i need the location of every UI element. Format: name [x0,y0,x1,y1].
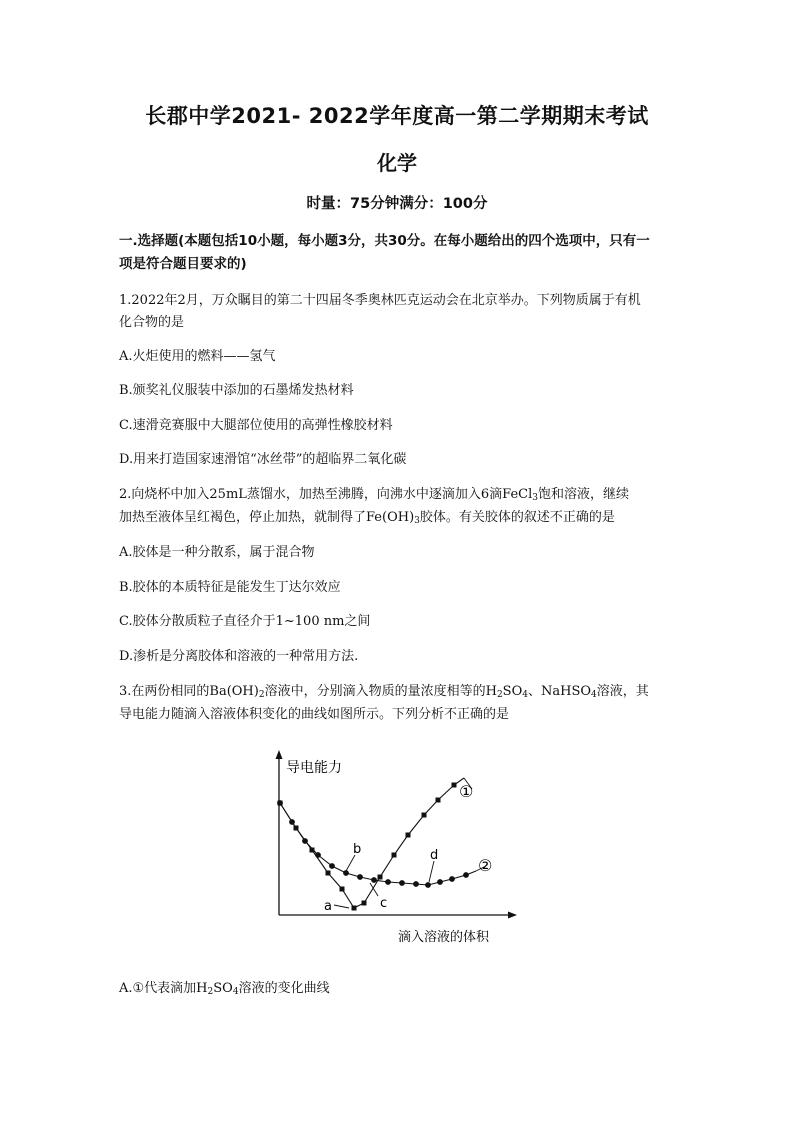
y-axis-arrow [276,750,283,759]
point-a-label: a [324,899,332,914]
section-heading-line2: 项是符合题目要求的) [119,256,247,272]
curve-1-label: ① [459,782,474,801]
curve-2-line [280,803,476,885]
point-d-label: d [430,848,439,863]
point-c-label: c [380,896,388,911]
curve-2-markers [277,800,469,888]
curve-1-markers [278,783,457,911]
curve-2-label: ② [478,856,493,875]
point-a-leader [334,905,349,908]
q1-option-c: C.速滑竞赛服中大腿部位使用的高弹性橡胶材料 [119,418,393,433]
exam-meta: 时量：75分钟满分：100分 [306,196,488,212]
question-1-line2: 化合物的是 [119,315,185,330]
conductivity-graph [262,745,522,945]
q1-option-b: B.颁奖礼仪服装中添加的石墨烯发热材料 [119,383,354,398]
q1-option-d: D.用来打造国家速滑馆“冰丝带”的超临界二氧化碳 [119,452,407,467]
exam-title: 长郡中学2021- 2022学年度高一第二学期期末考试 [145,104,649,128]
question-3-line2: 导电能力随滴入溶液体积变化的曲线如图所示。下列分析不正确的是 [119,707,510,722]
point-c-leader [370,883,378,896]
q2-option-d: D.渗析是分离胶体和溶液的一种常用方法. [119,649,359,664]
q2-option-c: C.胶体分散质粒子直径介于1~100 nm之间 [119,614,371,629]
q2-option-b: B.胶体的本质特征是能发生丁达尔效应 [119,580,341,595]
section-heading-line1: 一.选择题(本题包括10小题，每小题3分，共30分。在每小题给出的四个选项中，只有一 [119,233,650,249]
question-2-line1: 2.向烧杯中加入25mL蒸馏水，加热至沸腾，向沸水中逐滴加入6滴FeCl$_3$饱和溶液，继续 [119,487,630,503]
q2-option-a: A.胶体是一种分散系，属于混合物 [119,545,315,560]
point-b-label: b [353,842,362,857]
point-b-leader [346,855,355,871]
exam-subject: 化学 [377,151,417,175]
question-2-line2: 加热至液体呈红褐色，停止加热，就制得了$Fe(OH)_3$胶体。有关胶体的叙述不正确的是 [119,510,615,526]
point-d-leader [429,861,434,882]
question-3-line1: 3.在两份相同的$Ba(OH)_2$溶液中，分别滴入物质的量浓度相等的$H_2SO_4$、NaHSO$_4$溶液，其 [119,684,649,700]
y-axis-label: 导电能力 [286,760,342,776]
x-axis-arrow [508,912,517,919]
q1-option-a: A.火炬使用的燃料——氢气 [119,349,276,364]
question-1-line1: 1.2022年2月，万众瞩目的第二十四届冬季奥林匹克运动会在北京举办。下列物质属于有机 [119,293,641,308]
q3-option-a: A.①代表滴加$H_2SO_4$溶液的变化曲线 [119,981,330,997]
x-axis-label: 滴入溶液的体积 [398,930,490,945]
